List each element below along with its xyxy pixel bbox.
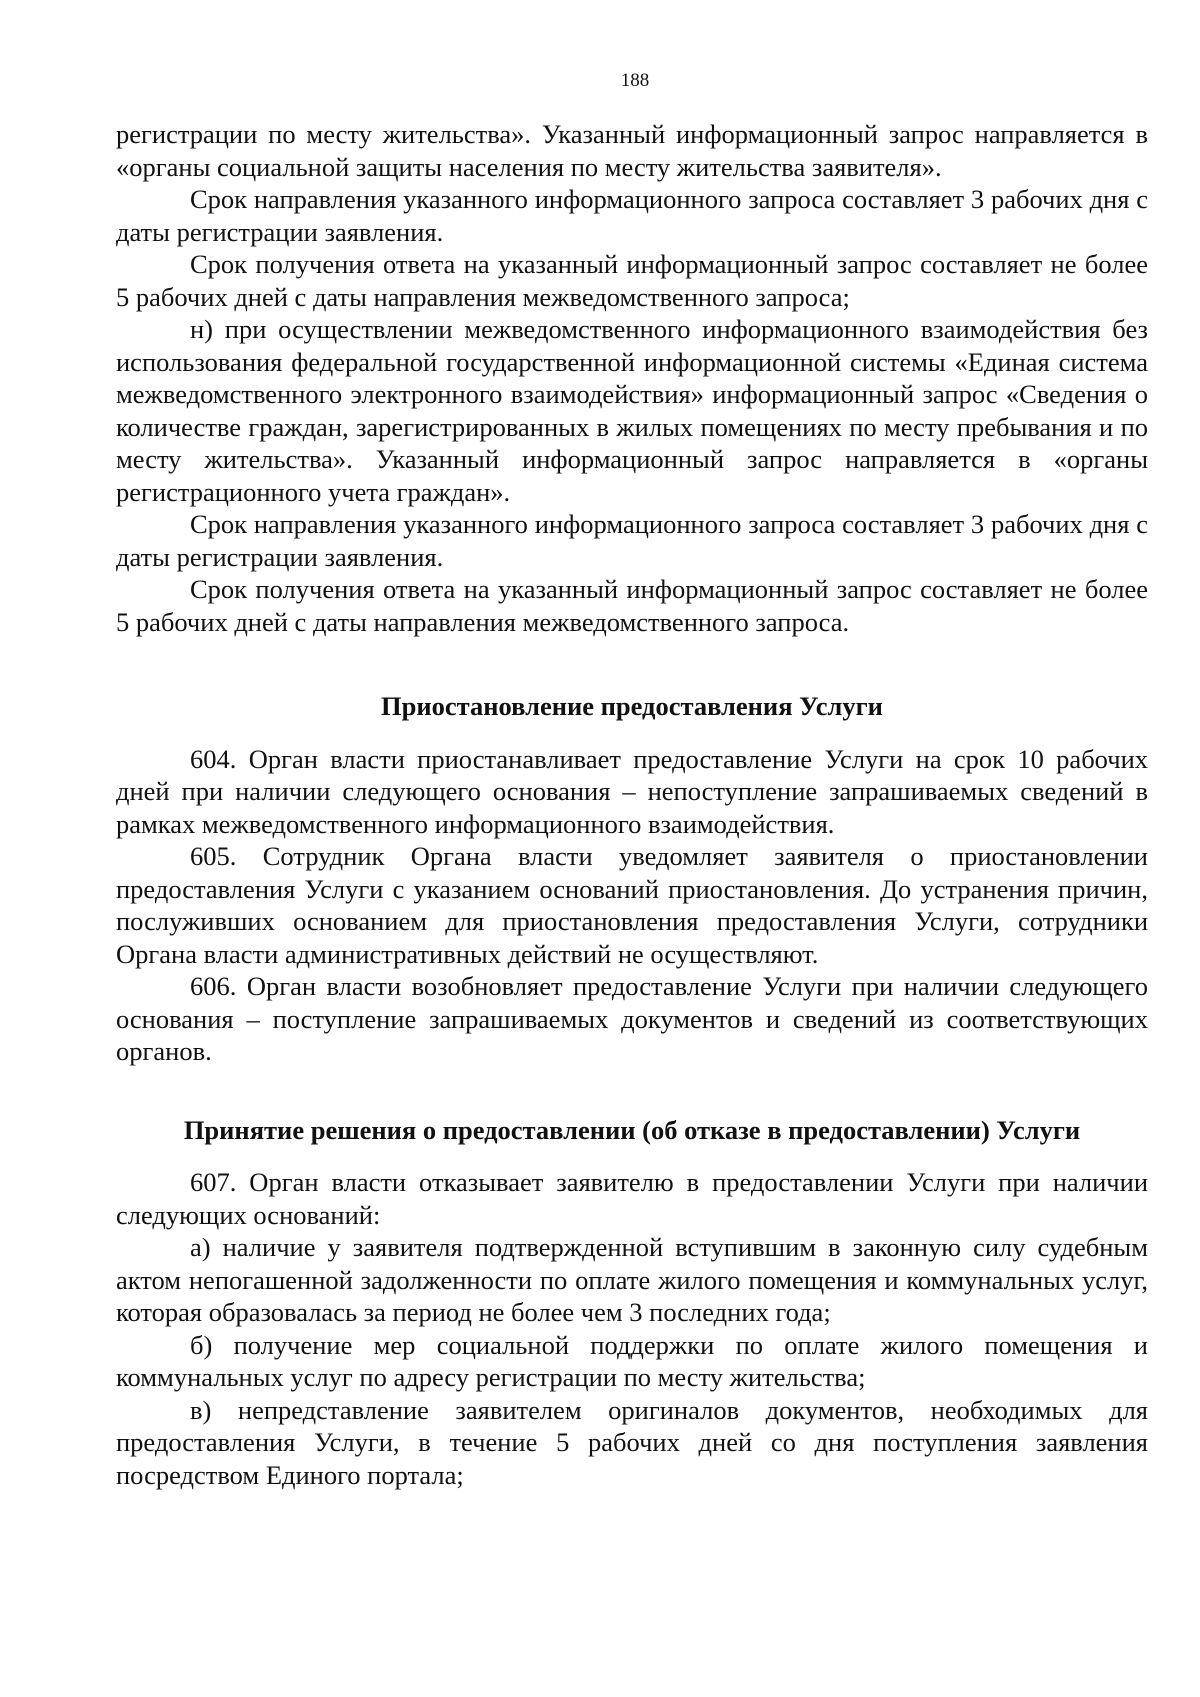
section-heading-decision: Принятие решения о предоставлении (об отказе в предоставлении) Услуги (183, 1114, 1081, 1145)
paragraph-607: 607. Орган власти отказывает заявителю в предоставлении Услуги при наличии следующих оснований: (116, 1167, 1148, 1230)
paragraph-response-deadline: Срок получения ответа на указанный информационный запрос составляет не более 5 рабочих дней с даты направления межведомственного запроса; (116, 249, 1148, 312)
paragraph-606: 606. Орган власти возобновляет предоставление Услуги при наличии следующего основания – поступление запрашиваемых документов и сведений из соответствующих органов. (116, 971, 1148, 1066)
paragraph-item-b: б) получение мер социальной поддержки по оплате жилого помещения и коммунальных услуг по адресу регистрации по месту жительства; (116, 1329, 1148, 1392)
paragraph-request-deadline-2: Срок направления указанного информационного запроса составляет 3 рабочих дня с даты регистрации заявления. (116, 509, 1148, 572)
paragraph-605: 605. Сотрудник Органа власти уведомляет заявителя о приостановлении предоставления Услуги с указанием оснований приостановления. До устранения причин, послуживших основанием для приостановления предоставления Услуги, сотрудники Органа власти административных действий не осуществляют. (116, 841, 1148, 969)
document-body (116, 118, 1148, 1491)
section-heading-suspension: Приостановление предоставления Услуги (381, 691, 883, 721)
paragraph-request-deadline: Срок направления указанного информационного запроса составляет 3 рабочих дня с даты регистрации заявления. (116, 184, 1148, 247)
paragraph-item-n: н) при осуществлении межведомственного информационного взаимодействия без использования федеральной государственной информационной системы «Единая система межведомственного электронного взаимодействия» информационный запрос «Сведения о количестве граждан, зарегистрированных в жилых помещениях по месту пребывания и по месту жительства». Указанный информационный запрос направляется в «органы регистрационного учета граждан». (116, 314, 1148, 507)
paragraph-continuation: регистрации по месту жительства». Указанный информационный запрос направляется в «органы социальной защиты населения по месту жительства заявителя». (116, 119, 1148, 182)
paragraph-response-deadline-2: Срок получения ответа на указанный информационный запрос составляет не более 5 рабочих дней с даты направления межведомственного запроса. (116, 574, 1148, 637)
paragraph-item-v: в) непредставление заявителем оригиналов документов, необходимых для предоставления Услуги, в течение 5 рабочих дней со дня поступления заявления посредством Единого портала; (116, 1394, 1148, 1490)
paragraph-item-a: а) наличие у заявителя подтвержденной вступившим в законную силу судебным актом непогашенной задолженности по оплате жилого помещения и коммунальных услуг, которая образовалась за период не более чем 3 последних года; (116, 1232, 1148, 1327)
page-number: 188 (620, 70, 650, 91)
paragraph-604: 604. Орган власти приостанавливает предоставление Услуги на срок 10 рабочих дней при наличии следующего основания – непоступление запрашиваемых сведений в рамках межведомственного информационного взаимодействия. (116, 743, 1148, 839)
